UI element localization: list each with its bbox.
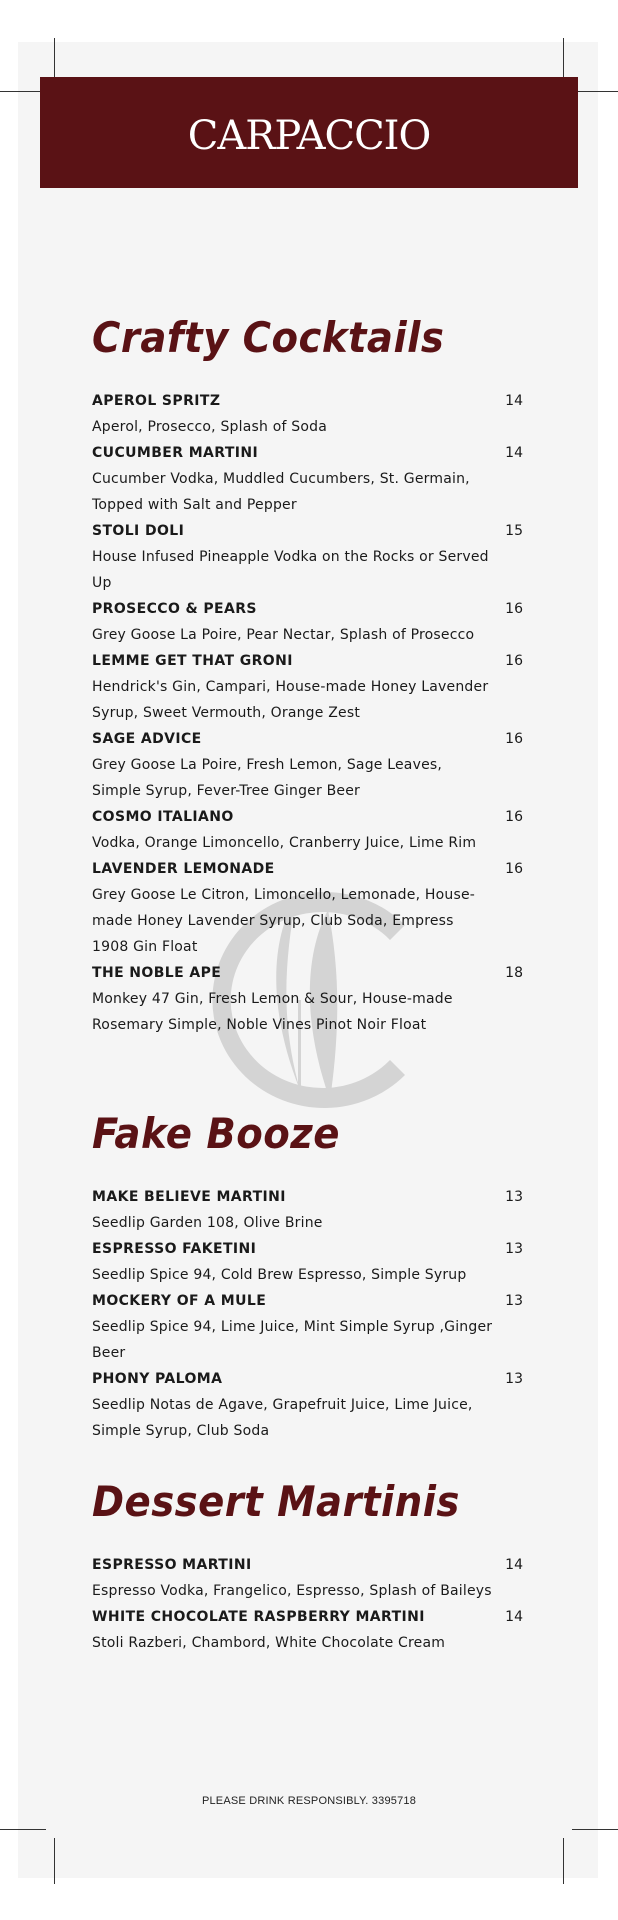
menu-item [92,518,523,596]
item-price: 13 [505,1371,523,1387]
footer-disclaimer: PLEASE DRINK RESPONSIBLY. 3395718 [201,1795,417,1807]
item-price: 16 [505,653,523,669]
item-description: Seedlip Garden 108, Olive Brine [92,1215,323,1231]
item-name: MOCKERY OF A MULE [92,1293,267,1309]
menu-item [92,1552,523,1604]
item-description: Vodka, Orange Limoncello, Cranberry Juice, Lime Rim [92,835,477,851]
item-description: Aperol, Prosecco, Splash of Soda [92,419,327,435]
section-fake-booze [92,1106,523,1444]
menu-item [92,1288,523,1366]
brand-logo: CARPACCIO [187,112,431,159]
item-price: 13 [505,1293,523,1309]
menu-item [92,648,523,726]
item-description: House Infused Pineapple Vodka on the Rocks or Served Up [92,549,489,591]
section-title: Dessert Martinis [92,1477,460,1526]
item-name: PHONY PALOMA [92,1371,223,1387]
menu-list [92,1552,523,1656]
menu-item [92,726,523,804]
item-description: Stoli Razberi, Chambord, White Chocolate Cream [92,1635,446,1651]
item-price: 14 [505,1609,523,1625]
item-price: 16 [505,731,523,747]
menu-list [92,388,523,1038]
menu-item [92,1366,523,1444]
item-price: 18 [505,965,523,981]
item-name: APEROL SPRITZ [92,393,221,409]
menu-item [92,1604,523,1656]
item-price: 13 [505,1189,523,1205]
crop-mark [572,91,618,92]
item-price: 14 [505,393,523,409]
menu-item [92,596,523,648]
item-name: ESPRESSO FAKETINI [92,1241,257,1257]
item-description: Seedlip Notas de Agave, Grapefruit Juice, Lime Juice, Simple Syrup, Club Soda [92,1397,473,1439]
crop-mark [0,1829,46,1830]
menu-item [92,440,523,518]
item-name: LAVENDER LEMONADE [92,861,275,877]
menu-item [92,856,523,960]
item-price: 15 [505,523,523,539]
item-description: Espresso Vodka, Frangelico, Espresso, Splash of Baileys [92,1583,492,1599]
item-name: COSMO ITALIANO [92,809,234,825]
menu-item [92,960,523,1038]
item-description: Monkey 47 Gin, Fresh Lemon & Sour, House-made Rosemary Simple, Noble Vines Pinot Noir Float [92,991,453,1033]
item-name: WHITE CHOCOLATE RASPBERRY MARTINI [92,1609,425,1625]
item-name: LEMME GET THAT GRONI [92,653,293,669]
section-crafty-cocktails [92,310,523,1038]
item-description: Seedlip Spice 94, Lime Juice, Mint Simple Syrup ,Ginger Beer [92,1319,493,1361]
item-price: 14 [505,445,523,461]
item-description: Seedlip Spice 94, Cold Brew Espresso, Simple Syrup [92,1267,467,1283]
item-description: Cucumber Vodka, Muddled Cucumbers, St. Germain, Topped with Salt and Pepper [92,471,470,513]
header-banner [40,77,578,188]
crop-mark [563,1838,564,1884]
item-description: Grey Goose La Poire, Pear Nectar, Splash of Prosecco [92,627,475,643]
item-name: CUCUMBER MARTINI [92,445,259,461]
section-dessert-martinis [92,1474,523,1656]
menu-item [92,1236,523,1288]
item-name: PROSECCO & PEARS [92,601,257,617]
menu-list [92,1184,523,1444]
section-title: Fake Booze [92,1109,340,1158]
item-description: Grey Goose Le Citron, Limoncello, Lemonade, House-made Honey Lavender Syrup, Club Soda, Empress 1908 Gin Float [92,887,476,955]
item-name: SAGE ADVICE [92,731,202,747]
item-price: 16 [505,809,523,825]
item-price: 13 [505,1241,523,1257]
item-price: 14 [505,1557,523,1573]
item-name: MAKE BELIEVE MARTINI [92,1189,286,1205]
item-price: 16 [505,861,523,877]
menu-item [92,388,523,440]
section-title: Crafty Cocktails [92,313,445,362]
crop-mark [572,1829,618,1830]
item-description: Hendrick's Gin, Campari, House-made Honey Lavender Syrup, Sweet Vermouth, Orange Zest [92,679,489,721]
item-name: ESPRESSO MARTINI [92,1557,252,1573]
menu-item [92,804,523,856]
crop-mark [54,1838,55,1884]
item-name: THE NOBLE APE [92,965,222,981]
menu-item [92,1184,523,1236]
item-name: STOLI DOLI [92,523,185,539]
item-description: Grey Goose La Poire, Fresh Lemon, Sage Leaves, Simple Syrup, Fever-Tree Ginger Beer [92,757,443,799]
item-price: 16 [505,601,523,617]
